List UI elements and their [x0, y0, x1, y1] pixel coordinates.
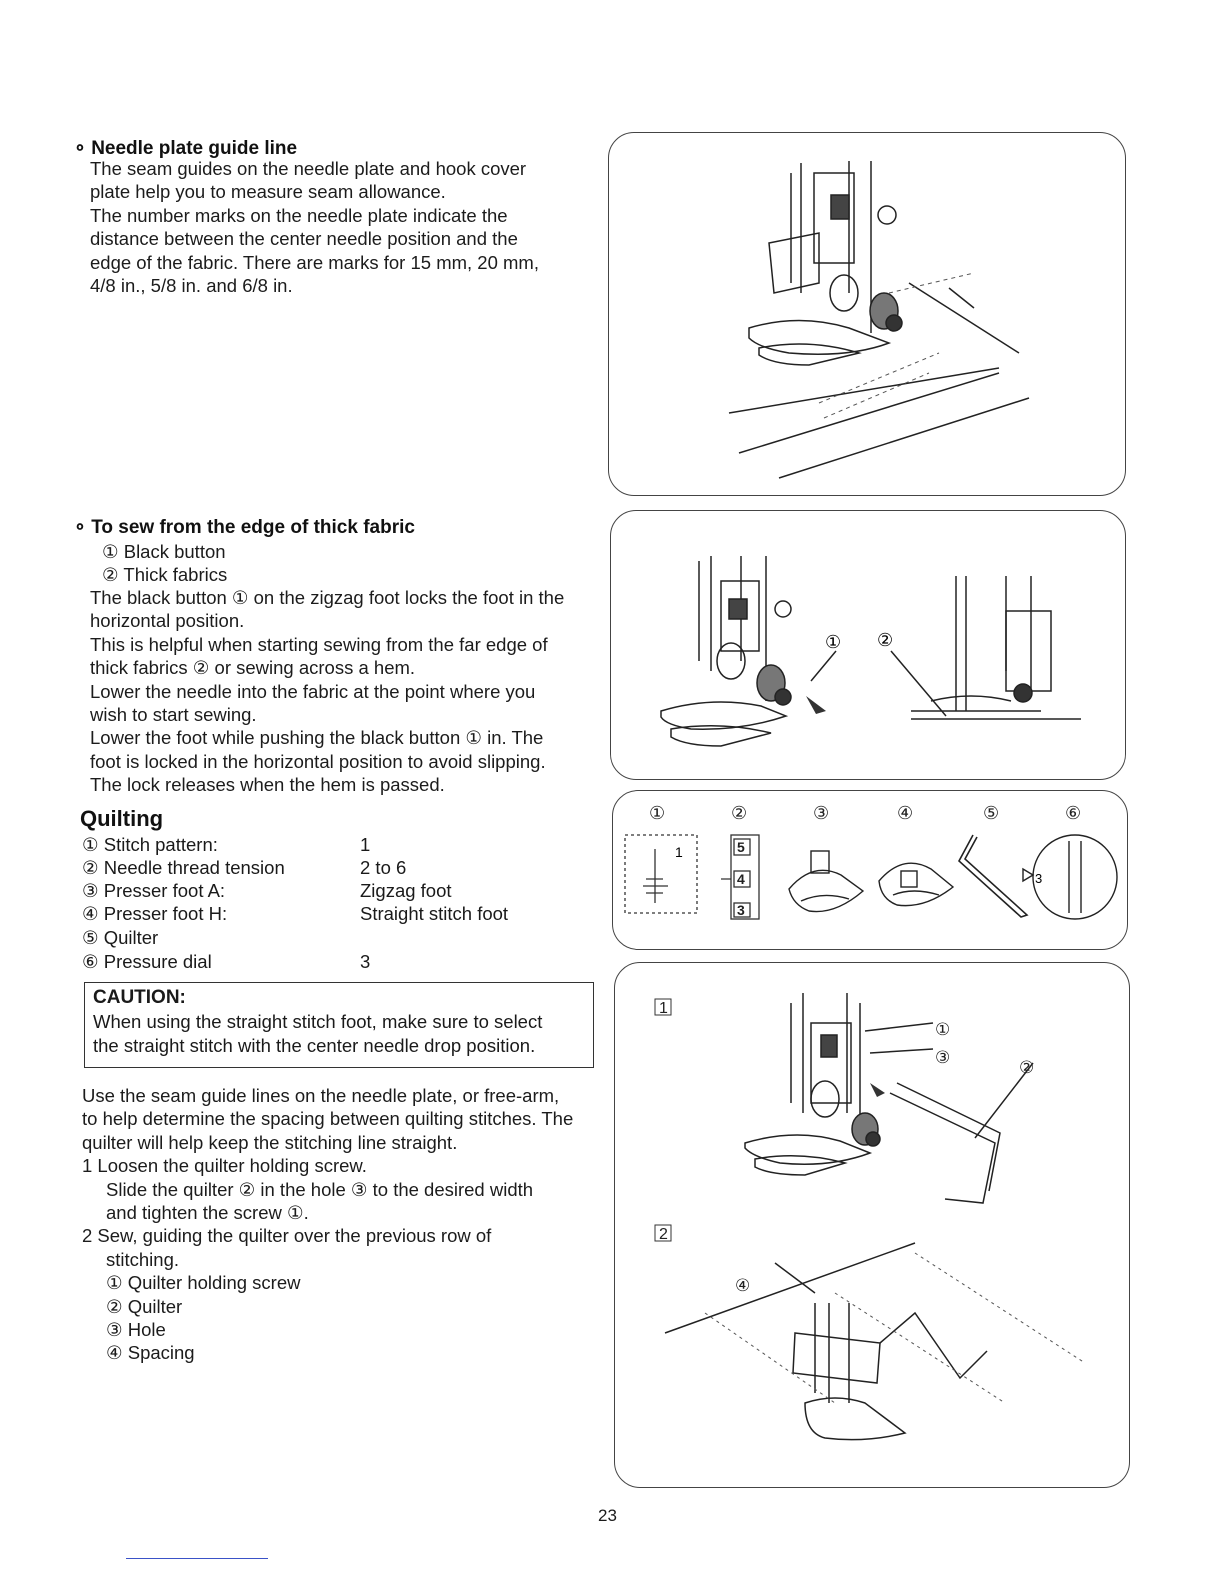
list-item: ① Quilter holding screw — [106, 1272, 301, 1294]
dial-mark: 3 — [1035, 871, 1043, 886]
list-item: ① Black button — [102, 541, 226, 562]
spec-label: ② Needle thread tension — [82, 857, 285, 878]
spec-label: ③ Presser foot A: — [82, 880, 226, 901]
caution-body — [93, 1010, 542, 1058]
text-line: and tighten the screw ①. — [106, 1202, 309, 1224]
callout-label: ④ — [735, 1276, 751, 1295]
spec-value: Zigzag foot — [360, 880, 452, 901]
caution-box — [84, 982, 594, 1068]
footer-rule — [126, 1558, 268, 1559]
callout-label: ① — [649, 803, 666, 823]
text-line: plate help you to measure seam allowance. — [90, 181, 446, 203]
spec-value: 3 — [360, 951, 371, 972]
text-line: 4/8 in., 5/8 in. and 6/8 in. — [90, 275, 293, 297]
bullet-icon: ∘ — [74, 138, 92, 159]
callout-label: ④ — [897, 803, 914, 823]
step-line: 2 Sew, guiding the quilter over the previous row of — [82, 1225, 492, 1247]
list-item: ② Quilter — [106, 1295, 183, 1317]
needle-plate-body — [90, 157, 539, 297]
spec-label: ⑥ Pressure dial — [82, 951, 212, 972]
quilter-icon — [959, 835, 1027, 917]
list-item: ② Thick fabrics — [102, 564, 228, 586]
text-line: Lower the foot while pushing the black button ① in. The — [90, 727, 544, 749]
spec-value: Straight stitch foot — [360, 903, 509, 924]
needle-plate-title: Needle plate guide line — [91, 138, 298, 159]
callout-label: ① — [935, 1020, 951, 1039]
caution-title: CAUTION: — [93, 987, 186, 1008]
black-button-illustration — [611, 511, 1126, 780]
text-line: The number marks on the needle plate indicate the — [90, 204, 508, 226]
text-line: edge of the fabric. There are marks for 15 mm, 20 mm, — [90, 251, 539, 273]
page-number: 23 — [598, 1506, 617, 1525]
text-line: foot is locked in the horizontal position to avoid slipping. — [90, 750, 546, 772]
text-line: to help determine the spacing between quilting stitches. The — [82, 1108, 574, 1130]
callout-label: ② — [731, 803, 748, 823]
callout-label: ② — [1019, 1058, 1035, 1077]
needle-plate-figure — [608, 132, 1126, 496]
text-line: thick fabrics ② or sewing across a hem. — [90, 657, 416, 679]
thick-fabric-body — [90, 586, 564, 797]
bullet-icon: ∘ — [74, 517, 92, 538]
pattern-number: 1 — [675, 844, 683, 860]
callout-label: ③ — [813, 803, 830, 823]
text-line: The black button ① on the zigzag foot locks the foot in the — [90, 587, 565, 608]
text-line: Slide the quilter ② in the hole ③ to the desired width — [106, 1178, 534, 1200]
spec-value: 1 — [360, 834, 371, 855]
thick-fabric-title: To sew from the edge of thick fabric — [91, 517, 415, 538]
callout-label: ⑤ — [983, 803, 1000, 823]
quilter-steps-illustration — [615, 963, 1130, 1488]
list-item: ③ Hole — [106, 1319, 166, 1341]
text-line: The seam guides on the needle plate and hook cover — [90, 158, 527, 179]
text-line: The lock releases when the hem is passed. — [90, 774, 445, 796]
spec-label: ① Stitch pattern: — [82, 834, 218, 855]
step-number: 1 — [659, 1000, 668, 1017]
tension-mark: 5 — [737, 839, 745, 855]
thick-fabric-heading — [74, 516, 415, 539]
callout-label: ③ — [935, 1048, 951, 1067]
tension-mark: 3 — [737, 902, 745, 918]
text-line: wish to start sewing. — [90, 704, 257, 726]
arrow-icon — [806, 696, 826, 714]
text-line: the straight stitch with the center needle drop position. — [93, 1035, 536, 1056]
quilting-instructions — [82, 1084, 573, 1365]
text-line: quilter will help keep the stitching line straight. — [82, 1131, 458, 1153]
step-number: 2 — [659, 1226, 668, 1243]
list-item: ④ Spacing — [106, 1342, 195, 1364]
parts-illustration — [613, 791, 1128, 950]
zigzag-foot-icon — [789, 851, 863, 912]
text-line: distance between the center needle position and the — [90, 228, 518, 250]
spec-value: 2 to 6 — [360, 857, 407, 878]
text-line: Use the seam guide lines on the needle plate, or free-arm, — [82, 1085, 560, 1106]
quilter-steps-figure — [614, 962, 1130, 1488]
callout-label: ① — [825, 632, 842, 652]
presser-foot-illustration — [609, 133, 1126, 496]
spec-label: ④ Presser foot H: — [82, 903, 228, 924]
quilting-title: Quilting — [80, 806, 164, 831]
thick-fabric-figure — [610, 510, 1126, 780]
text-line: horizontal position. — [90, 610, 245, 632]
quilting-parts-figure — [612, 790, 1128, 950]
text-line: When using the straight stitch foot, make sure to select — [93, 1011, 543, 1032]
text-line: stitching. — [106, 1248, 180, 1270]
text-line: Lower the needle into the fabric at the point where you — [90, 680, 536, 702]
arrow-icon — [870, 1083, 885, 1097]
step-line: 1 Loosen the quilter holding screw. — [82, 1155, 367, 1177]
straight-stitch-foot-icon — [879, 863, 953, 905]
text-line: This is helpful when starting sewing from the far edge of — [90, 633, 548, 655]
thick-fabric-items — [102, 540, 227, 587]
spec-label: ⑤ Quilter — [82, 927, 159, 948]
callout-label: ② — [877, 630, 894, 650]
tension-mark: 4 — [737, 871, 745, 887]
callout-label: ⑥ — [1065, 803, 1082, 823]
